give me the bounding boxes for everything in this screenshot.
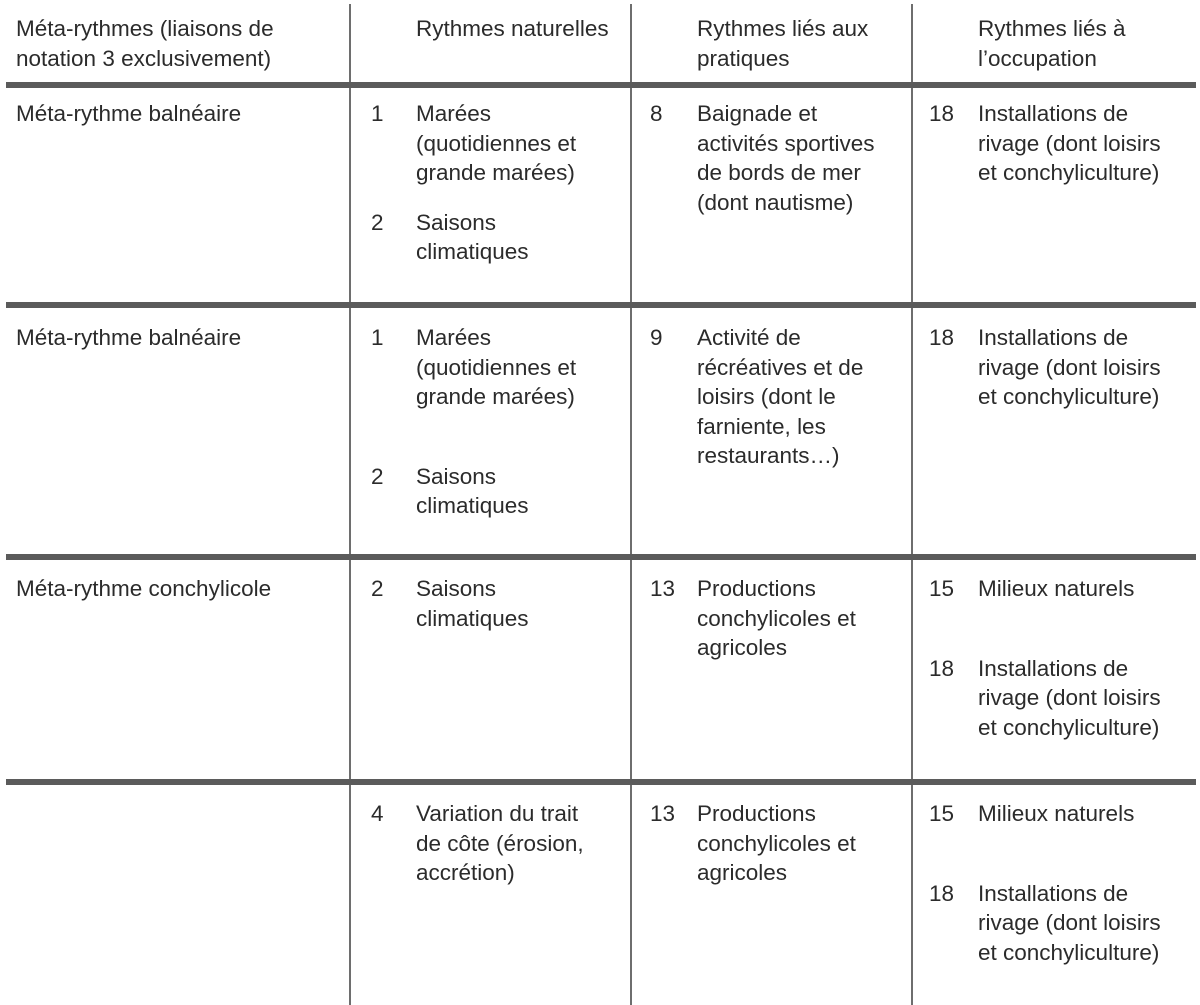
- item-number: 15: [929, 576, 955, 601]
- list-item: [633, 799, 903, 888]
- header-pratiques-label: Rythmes liés aux pratiques: [697, 16, 869, 71]
- naturels-cell: [352, 799, 622, 888]
- list-item: [352, 323, 622, 412]
- item-number: 13: [650, 576, 676, 601]
- pratiques-cell: [633, 799, 903, 888]
- header-pratiques: [633, 14, 903, 73]
- column-divider-2: [630, 4, 632, 1005]
- item-text: Installations de rivage (dont loisirs et conchyliculture): [978, 880, 1161, 965]
- header-meta: [16, 14, 316, 73]
- list-item: [914, 799, 1194, 829]
- item-text: Productions conchylicoles et agricoles: [697, 801, 856, 885]
- pratiques-cell: [633, 99, 903, 217]
- item-number: 15: [929, 801, 955, 826]
- header-naturels: [352, 14, 622, 44]
- item-number: 8: [650, 101, 663, 126]
- item-number: 4: [371, 801, 384, 826]
- list-item: [352, 99, 622, 188]
- item-text: Milieux naturels: [978, 576, 1135, 601]
- item-text: Saisons climatiques: [416, 463, 529, 518]
- naturels-cell: [352, 574, 622, 633]
- column-divider-3: [911, 4, 913, 1005]
- occupation-cell: [914, 99, 1194, 188]
- item-number: 2: [371, 209, 384, 235]
- list-item: [352, 799, 622, 888]
- list-item: [633, 99, 903, 217]
- list-item: [914, 323, 1194, 412]
- list-item: [633, 574, 903, 663]
- item-text: Activité de récréatives et de loisirs (dont le farniente, les restaurants…): [697, 325, 864, 468]
- row-rule-2: [6, 554, 1196, 560]
- header-meta-label: Méta-rythmes (liaisons de notation 3 exclusivement): [16, 16, 274, 71]
- list-item: [914, 99, 1194, 188]
- item-text: Milieux naturels: [978, 801, 1135, 826]
- meta-rhythm-cell: Méta-rythme balnéaire: [16, 101, 242, 126]
- list-item: [633, 323, 903, 471]
- row-rule-1: [6, 302, 1196, 308]
- item-text: Installations de rivage (dont loisirs et conchyliculture): [978, 325, 1161, 409]
- list-item: [914, 574, 1194, 604]
- occupation-cell: [914, 799, 1194, 967]
- meta-rhythm-cell: Méta-rythme balnéaire: [16, 325, 242, 350]
- naturels-cell: [352, 99, 622, 267]
- row-rule-3: [6, 779, 1196, 785]
- item-text: Installations de rivage (dont loisirs et conchyliculture): [978, 101, 1161, 185]
- item-text: Marées (quotidiennes et grande marées): [416, 325, 577, 409]
- item-number: 18: [929, 655, 955, 681]
- list-item: [352, 574, 622, 633]
- item-text: Marées (quotidiennes et grande marées): [416, 101, 577, 185]
- item-number: 18: [929, 880, 955, 906]
- item-text: Saisons climatiques: [416, 576, 529, 631]
- item-number: 1: [371, 101, 384, 126]
- list-item: [352, 208, 622, 267]
- header-occupation-label: Rythmes liés à l’occupation: [978, 16, 1126, 71]
- occupation-cell: [914, 323, 1194, 412]
- occupation-cell: [914, 574, 1194, 742]
- item-number: 18: [929, 101, 955, 126]
- header-naturels-label: Rythmes naturelles: [416, 16, 609, 41]
- header-occupation: [914, 14, 1194, 73]
- item-text: Variation du trait de côte (érosion, accrétion): [416, 801, 584, 885]
- list-item: [352, 462, 622, 521]
- column-divider-1: [349, 4, 351, 1005]
- pratiques-cell: [633, 574, 903, 663]
- list-item: [914, 654, 1194, 743]
- item-text: Saisons climatiques: [416, 209, 529, 264]
- header-rule: [6, 82, 1196, 88]
- list-item: [914, 879, 1194, 968]
- item-number: 1: [371, 325, 384, 350]
- item-text: Installations de rivage (dont loisirs et conchyliculture): [978, 655, 1161, 740]
- item-number: 18: [929, 325, 955, 350]
- item-number: 13: [650, 801, 676, 826]
- item-text: Baignade et activités sportives de bords de mer (dont nautisme): [697, 101, 875, 215]
- item-number: 2: [371, 463, 384, 489]
- naturels-cell: [352, 323, 622, 521]
- pratiques-cell: [633, 323, 903, 471]
- item-number: 9: [650, 325, 663, 350]
- meta-rhythm-cell: Méta-rythme conchylicole: [16, 576, 272, 601]
- item-text: Productions conchylicoles et agricoles: [697, 576, 856, 660]
- item-number: 2: [371, 576, 384, 601]
